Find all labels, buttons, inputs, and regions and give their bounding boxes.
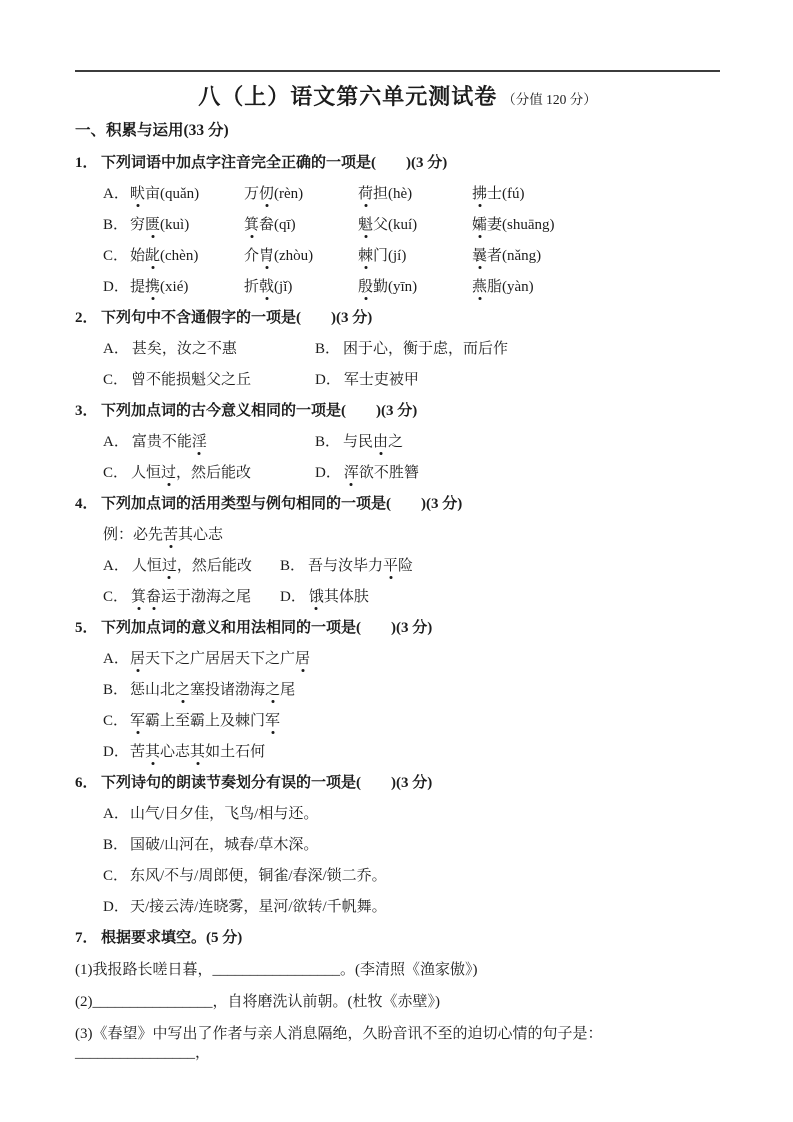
option-item bbox=[103, 371, 315, 390]
option-row bbox=[75, 743, 720, 762]
emphasis-dot-char: 平 bbox=[383, 558, 399, 574]
fill-blank-line: (3)《春望》中写出了作者与亲人消息隔绝，久盼音讯不至的迫切心情的句子是：________________， bbox=[75, 1026, 603, 1061]
option-text: 人恒过，然后能改 bbox=[131, 465, 252, 481]
option-item bbox=[315, 371, 419, 390]
emphasis-dot-char: 居 bbox=[130, 651, 146, 667]
emphasis-dot-char: 龀 bbox=[145, 248, 161, 264]
option-text: 孀妻(shuāng) bbox=[472, 217, 555, 233]
emphasis-dot-char: 饿 bbox=[308, 589, 324, 605]
header-rule bbox=[75, 70, 720, 72]
option-label: D． bbox=[103, 899, 129, 915]
option-row bbox=[75, 557, 720, 576]
option-row bbox=[75, 588, 720, 607]
option-label: A． bbox=[103, 806, 129, 822]
option-text: 棘门(jí) bbox=[358, 248, 407, 264]
question-block bbox=[75, 774, 720, 917]
option-label: D． bbox=[315, 372, 341, 388]
emphasis-dot-char: 匮 bbox=[145, 217, 161, 233]
emphasis-dot-char: 过 bbox=[161, 465, 177, 481]
option-label: D． bbox=[280, 589, 306, 605]
option-item bbox=[280, 588, 369, 607]
question-stem-row bbox=[75, 774, 720, 793]
emphasis-dot-char: 荷 bbox=[358, 186, 374, 202]
option-item bbox=[103, 588, 280, 607]
option-text: 曩者(nǎng) bbox=[472, 248, 542, 264]
option-label: A． bbox=[103, 341, 129, 357]
option-row bbox=[75, 247, 720, 266]
page-title bbox=[75, 82, 720, 112]
option-text: 箕畚(qī) bbox=[244, 217, 296, 233]
question-block bbox=[75, 495, 720, 607]
question-stem-row bbox=[75, 402, 720, 421]
emphasis-dot-char: 携 bbox=[145, 279, 161, 295]
question-number: 6． bbox=[75, 775, 98, 791]
question-number: 1． bbox=[75, 155, 98, 171]
questions-container bbox=[75, 154, 720, 1063]
option-label: D． bbox=[103, 744, 129, 760]
question-stem: 下列词语中加点字注音完全正确的一项是( )(3 分) bbox=[101, 155, 448, 171]
option-label: D． bbox=[103, 279, 129, 295]
option-label: C． bbox=[103, 372, 129, 388]
emphasis-dot-char: 箕 bbox=[131, 589, 147, 605]
option-row bbox=[75, 805, 720, 824]
option-text: 军士吏被甲 bbox=[343, 372, 419, 388]
option-row bbox=[75, 371, 720, 390]
question-stem: 下列诗句的朗读节奏划分有误的一项是( )(3 分) bbox=[101, 775, 433, 791]
option-label: B． bbox=[315, 434, 341, 450]
emphasis-dot-char: 拂 bbox=[472, 186, 488, 202]
option-row bbox=[75, 898, 720, 917]
option-text: 万仞(rèn) bbox=[244, 186, 304, 202]
option-label: C． bbox=[103, 465, 129, 481]
paper-content bbox=[75, 70, 720, 1063]
option-text: 富贵不能淫 bbox=[131, 434, 207, 450]
option-row bbox=[75, 650, 720, 669]
emphasis-dot-char: 孀 bbox=[472, 217, 488, 233]
option-text: 殷勤(yīn) bbox=[358, 279, 418, 295]
option-text: 东风/不与/周郎便，铜雀/春深/锁二乔。 bbox=[130, 868, 387, 884]
option-label: A． bbox=[103, 558, 129, 574]
option-text: 天/接云涛/连晓雾，星河/欲转/千帆舞。 bbox=[130, 899, 387, 915]
emphasis-dot-char: 军 bbox=[265, 713, 281, 729]
option-label: B． bbox=[315, 341, 341, 357]
option-row bbox=[75, 867, 720, 886]
option-item bbox=[103, 557, 280, 576]
question-stem-row bbox=[75, 154, 720, 173]
question-block bbox=[75, 929, 720, 1063]
option-label: B． bbox=[103, 682, 129, 698]
emphasis-dot-char: 仞 bbox=[259, 186, 275, 202]
option-label: A． bbox=[103, 434, 129, 450]
option-text: 畎亩(quǎn) bbox=[130, 186, 200, 202]
option-text: 穷匮(kuì) bbox=[130, 217, 190, 233]
option-item bbox=[103, 340, 315, 359]
question-stem-row bbox=[75, 495, 720, 514]
option-row bbox=[75, 712, 720, 731]
example-line: 例：必先苦其心志 bbox=[103, 527, 224, 543]
option-text: 介胄(zhòu) bbox=[244, 248, 314, 264]
option-text: 困于心，衡于虑，而后作 bbox=[343, 341, 509, 357]
option-label: A． bbox=[103, 186, 129, 202]
option-text: 军霸上 bbox=[130, 713, 176, 729]
option-row bbox=[75, 836, 720, 855]
option-row bbox=[75, 185, 720, 204]
option-text: 投诸渤海之尾 bbox=[205, 682, 296, 698]
emphasis-dot-char: 之 bbox=[265, 682, 281, 698]
question-stem: 下列加点词的活用类型与例句相同的一项是( )(3 分) bbox=[101, 496, 463, 512]
option-text: 惩山北之塞 bbox=[130, 682, 206, 698]
option-row bbox=[75, 681, 720, 700]
option-text: 魁父(kuí) bbox=[358, 217, 418, 233]
question-number: 5． bbox=[75, 620, 98, 636]
question-stem: 下列加点词的古今意义相同的一项是( )(3 分) bbox=[101, 403, 418, 419]
option-text: 提携(xié) bbox=[130, 279, 189, 295]
emphasis-dot-char: 居 bbox=[295, 651, 311, 667]
option-item bbox=[315, 464, 419, 483]
emphasis-dot-char: 畚 bbox=[146, 589, 162, 605]
emphasis-dot-char: 燕 bbox=[472, 279, 488, 295]
question-stem-row bbox=[75, 309, 720, 328]
option-text: 曾不能损魁父之丘 bbox=[131, 372, 252, 388]
fill-blank-line: (1)我报路长嗟日暮，_________________。(李清照《渔家傲》) bbox=[75, 962, 478, 978]
question-stem-row bbox=[75, 619, 720, 638]
option-row bbox=[75, 464, 720, 483]
emphasis-dot-char: 军 bbox=[130, 713, 146, 729]
emphasis-dot-char: 其 bbox=[190, 744, 206, 760]
option-text: 吾与汝毕力平险 bbox=[308, 558, 414, 574]
emphasis-dot-char: 魁 bbox=[358, 217, 374, 233]
option-item bbox=[280, 557, 413, 576]
option-text: 苦其心志 bbox=[130, 744, 191, 760]
option-text: 与民由之 bbox=[343, 434, 404, 450]
option-item bbox=[103, 464, 315, 483]
emphasis-dot-char: 畎 bbox=[130, 186, 146, 202]
option-item bbox=[103, 433, 315, 452]
option-text: 饿其体肤 bbox=[308, 589, 369, 605]
question-block bbox=[75, 154, 720, 297]
option-text: 甚矣，汝之不惠 bbox=[131, 341, 237, 357]
question-number: 4． bbox=[75, 496, 98, 512]
option-label: B． bbox=[103, 217, 129, 233]
emphasis-dot-char: 箕 bbox=[244, 217, 260, 233]
option-label: C． bbox=[103, 589, 129, 605]
emphasis-dot-char: 其 bbox=[145, 744, 161, 760]
question-number: 2． bbox=[75, 310, 98, 326]
option-row bbox=[75, 340, 720, 359]
option-text: 人恒过，然后能改 bbox=[131, 558, 252, 574]
option-text: 拂士(fú) bbox=[472, 186, 525, 202]
option-row bbox=[75, 216, 720, 235]
emphasis-dot-char: 之 bbox=[175, 682, 191, 698]
option-item bbox=[315, 433, 403, 452]
question-stem-row bbox=[75, 929, 720, 948]
emphasis-dot-char: 曩 bbox=[472, 248, 488, 264]
emphasis-dot-char: 由 bbox=[373, 434, 389, 450]
fill-blank-line: (2)________________，自将磨洗认前朝。(杜牧《赤壁》) bbox=[75, 994, 440, 1010]
option-text: 其如土石何 bbox=[190, 744, 266, 760]
option-text: 箕畚运于渤海之尾 bbox=[131, 589, 252, 605]
option-text: 荷担(hè) bbox=[358, 186, 413, 202]
option-text: 山气/日夕佳，飞鸟/相与还。 bbox=[130, 806, 319, 822]
option-label: A． bbox=[103, 651, 129, 667]
option-text: 折戟(jǐ) bbox=[244, 279, 293, 295]
title-text: 八（上）语文第六单元测试卷 bbox=[198, 84, 498, 109]
option-label: C． bbox=[103, 868, 129, 884]
emphasis-dot-char: 棘 bbox=[358, 248, 374, 264]
option-item bbox=[315, 340, 508, 359]
question-stem: 下列句中不含通假字的一项是( )(3 分) bbox=[101, 310, 373, 326]
option-text: 至霸上及棘门军 bbox=[175, 713, 281, 729]
emphasis-dot-char: 淫 bbox=[191, 434, 207, 450]
emphasis-dot-char: 苦 bbox=[163, 527, 179, 543]
option-text: 国破/山河在，城春/草木深。 bbox=[130, 837, 319, 853]
question-block bbox=[75, 619, 720, 762]
option-label: C． bbox=[103, 713, 129, 729]
option-text: 居天下之广居 bbox=[130, 651, 221, 667]
question-number: 3． bbox=[75, 403, 98, 419]
emphasis-dot-char: 戟 bbox=[259, 279, 275, 295]
emphasis-dot-char: 殷 bbox=[358, 279, 374, 295]
question-block bbox=[75, 402, 720, 483]
option-label: B． bbox=[103, 837, 129, 853]
title-note: （分值 120 分） bbox=[502, 92, 597, 107]
option-text: 浑欲不胜簪 bbox=[343, 465, 419, 481]
option-label: D． bbox=[315, 465, 341, 481]
option-row bbox=[75, 278, 720, 297]
question-stem: 下列加点词的意义和用法相同的一项是( )(3 分) bbox=[101, 620, 433, 636]
question-stem: 根据要求填空。(5 分) bbox=[101, 930, 243, 946]
option-text: 始龀(chèn) bbox=[130, 248, 199, 264]
option-label: C． bbox=[103, 248, 129, 264]
section-heading: 一、积累与运用(33 分) bbox=[75, 122, 229, 139]
emphasis-dot-char: 胄 bbox=[259, 248, 275, 264]
option-row bbox=[75, 433, 720, 452]
question-block bbox=[75, 309, 720, 390]
question-number: 7． bbox=[75, 930, 98, 946]
option-text: 居天下之广居 bbox=[220, 651, 311, 667]
option-text: 燕脂(yàn) bbox=[472, 279, 534, 295]
emphasis-dot-char: 过 bbox=[161, 558, 177, 574]
emphasis-dot-char: 浑 bbox=[343, 465, 359, 481]
option-label: B． bbox=[280, 558, 306, 574]
